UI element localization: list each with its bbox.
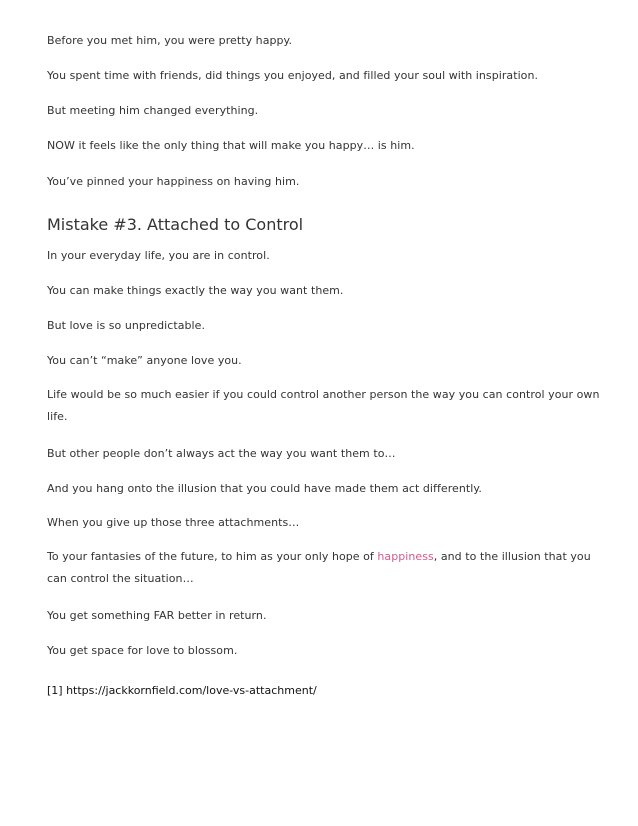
paragraph: When you give up those three attachments… xyxy=(47,516,300,529)
paragraph-text: , and to the illusion that you can control the situation… xyxy=(47,550,591,585)
paragraph: But meeting him changed everything. xyxy=(47,104,259,117)
paragraph: NOW it feels like the only thing that will make you happy… is him. xyxy=(47,139,415,152)
paragraph: You can make things exactly the way you want them. xyxy=(47,284,344,297)
paragraph: But other people don’t always act the way you want them to… xyxy=(47,447,396,460)
paragraph-text: To your fantasies of the future, to him as your only hope of xyxy=(47,550,378,563)
paragraph: Before you met him, you were pretty happy. xyxy=(47,34,293,47)
paragraph: But love is so unpredictable. xyxy=(47,319,205,332)
paragraph: You get space for love to blossom. xyxy=(47,644,238,657)
paragraph: You can’t “make” anyone love you. xyxy=(47,354,242,367)
paragraph: You get something FAR better in return. xyxy=(47,609,267,622)
section-heading: Mistake #3. Attached to Control xyxy=(47,215,304,234)
paragraph: Life would be so much easier if you could control another person the way you can control your own life. xyxy=(47,388,600,423)
reference-footnote: [1] https://jackkornfield.com/love-vs-attachment/ xyxy=(47,684,317,697)
happiness-link[interactable]: happiness xyxy=(377,550,434,563)
paragraph: In your everyday life, you are in control. xyxy=(47,249,270,262)
paragraph: You spent time with friends, did things you enjoyed, and filled your soul with inspiration. xyxy=(47,69,539,82)
paragraph-with-link xyxy=(47,546,607,590)
paragraph: And you hang onto the illusion that you could have made them act differently. xyxy=(47,482,482,495)
paragraph: You’ve pinned your happiness on having him. xyxy=(47,175,300,188)
